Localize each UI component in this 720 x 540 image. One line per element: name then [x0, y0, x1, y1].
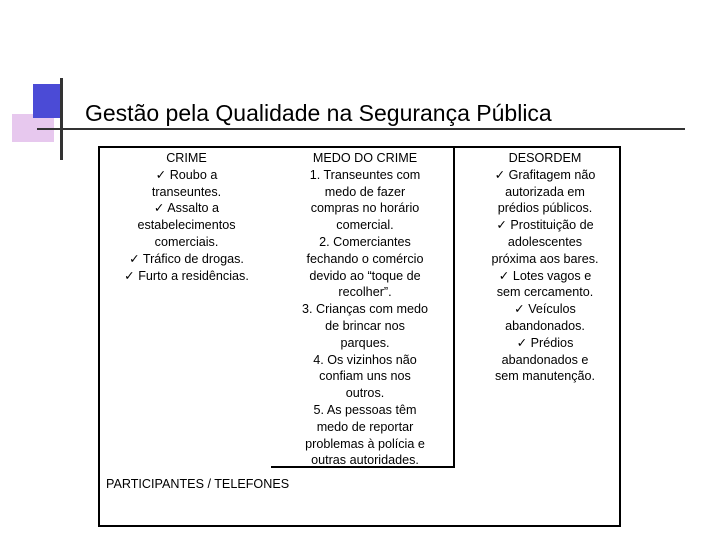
decorative-horizontal-line: [37, 128, 685, 130]
desordem-line: abandonados e: [501, 352, 589, 367]
medo-heading: MEDO DO CRIME: [312, 151, 418, 165]
crime-line: ✓ Tráfico de drogas.: [129, 251, 244, 266]
medo-line: medo de fazer: [324, 184, 406, 199]
medo-line: confiam uns nos: [319, 369, 411, 384]
desordem-line: ✓ Grafitagem não: [494, 167, 596, 182]
medo-line: recolher”.: [338, 285, 392, 300]
slide-title: Gestão pela Qualidade na Segurança Pública: [85, 100, 552, 126]
desordem-line: ✓ Prédios: [516, 335, 574, 350]
crime-line: estabelecimentos: [137, 218, 236, 233]
desordem-heading: DESORDEM: [508, 151, 582, 165]
medo-line: de brincar nos: [325, 318, 405, 333]
crime-line: comerciais.: [154, 234, 219, 249]
crime-line: transeuntes.: [151, 184, 222, 199]
medo-line: 2. Comerciantes: [319, 234, 411, 249]
desordem-line: ✓ Veículos: [514, 302, 576, 317]
medo-line: fechando o comércio: [306, 251, 424, 266]
crime-column: [104, 150, 269, 284]
medo-column: [278, 150, 452, 469]
desordem-line: ✓ Lotes vagos e: [498, 268, 592, 283]
medo-line: 1. Transeuntes com: [309, 167, 421, 182]
medo-line: outros.: [345, 386, 385, 401]
crime-line: ✓ Assalto a: [153, 201, 220, 216]
crime-heading: CRIME: [166, 151, 207, 165]
crime-line: ✓ Furto a residências.: [124, 268, 249, 283]
decorative-blue-square: [33, 84, 63, 118]
crime-line: ✓ Roubo a: [155, 167, 218, 182]
medo-line: problemas à polícia e: [305, 436, 425, 451]
desordem-line: sem manutenção.: [494, 369, 596, 384]
desordem-column: [470, 150, 620, 385]
desordem-line: prédios públicos.: [497, 201, 593, 216]
desordem-line: abandonados.: [505, 318, 585, 333]
medo-line: outras autoridades.: [311, 453, 419, 468]
medo-line: 3. Crianças com medo: [302, 302, 428, 317]
participants-label: PARTICIPANTES / TELEFONES: [106, 477, 290, 491]
desordem-line: próxima aos bares.: [491, 251, 599, 266]
medo-line: compras no horário: [310, 201, 420, 216]
desordem-line: adolescentes: [507, 234, 583, 249]
medo-line: medo de reportar: [316, 419, 414, 434]
medo-line: 4. Os vizinhos não: [313, 352, 417, 367]
medo-line: parques.: [340, 335, 390, 350]
decorative-vertical-line: [60, 78, 63, 160]
medo-line: devido ao “toque de: [309, 268, 421, 283]
desordem-line: ✓ Prostituição de: [496, 218, 594, 233]
desordem-line: sem cercamento.: [496, 285, 594, 300]
desordem-line: autorizada em: [505, 184, 585, 199]
medo-line: 5. As pessoas têm: [313, 402, 417, 417]
medo-line: comercial.: [336, 218, 394, 233]
